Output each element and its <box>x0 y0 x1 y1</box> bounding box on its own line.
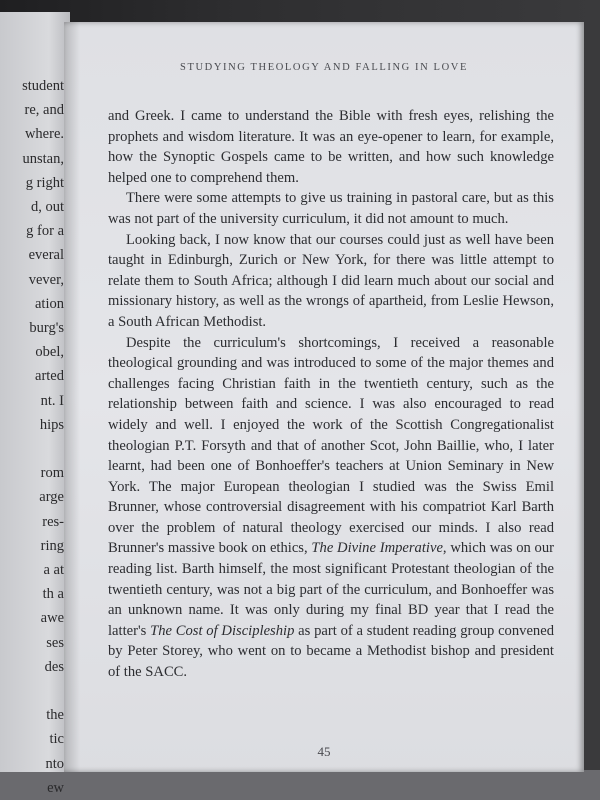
body-text <box>108 106 554 683</box>
paragraph-2: There were some attempts to give us training in pastoral care, but as this was not part of the university curriculum, it did not amount to much. <box>108 190 554 227</box>
running-head: STUDYING THEOLOGY AND FALLING IN LOVE <box>180 62 468 73</box>
left-page-line: ation <box>35 295 64 312</box>
left-page-line: th a <box>42 586 64 603</box>
paragraph-4-part-1: Despite the curriculum's shortcomings, I received a reasonable theological grounding and was introduced to some of the major themes and challenges facing Christian faith in the twentieth century, such as the relationship between faith and science. I was also encouraged to read widely and well. I enjoyed the work of the Scottish Congregationalist theologian P.T. Forsyth and that of another Scot, John Baillie, who, I later learnt, had been one of Bonhoeffer's teachers at Union Seminary in New York. The major European theologian I studied was the Swiss Emil Brunner, whose controversial disagreement with his compatriot Karl Barth over the problem of natural theology exercised our minds. I also read Brunner's massive book on ethics, <box>108 334 554 557</box>
left-page-line: student <box>22 78 64 94</box>
book-title-divine-imperative: The Divine Imperative <box>311 540 443 557</box>
paragraph-3: Looking back, I now know that our courses could just as well have been taught in Edinburgh, Zurich or New York, for there was little attempt to relate them to South Africa; although I did learn much about our social and missionary history, as well as the wrongs of apartheid, from Leslie Hewson, a South African Methodist. <box>108 231 554 330</box>
paragraph-1: and Greek. I came to understand the Bible with fresh eyes, relishing the prophets and wisdom literature. It was an eye-opener to learn, for example, how the Synoptic Gospels came to be written, and how such knowledge helped one to comprehend them. <box>108 108 554 186</box>
paragraph-4-part-3: as part of a student reading group convened by Peter Storey, who went on to became a Methodist bishop and president of the SACC. <box>108 622 554 681</box>
left-page-line: where. <box>24 126 64 143</box>
left-page-line: g right <box>25 174 64 191</box>
left-page-line: nto <box>45 755 64 772</box>
paragraph-4-part-2: , which was on our reading list. Barth himself, the most significant Protestant theologian of the twentieth century, was not a big part of the curriculum, and Bonhoeffer was an unknown name. It was only during my final BD year that I read the latter's <box>108 540 554 639</box>
paragraph-4 <box>108 333 554 683</box>
page-number: 45 <box>317 744 331 759</box>
left-page-line: tic <box>49 731 64 748</box>
left-page-line: g for a <box>26 223 64 240</box>
left-page-line: re, and <box>24 102 64 119</box>
left-page-line: arted <box>35 368 64 385</box>
left-page-line: unstan, <box>22 150 64 167</box>
left-page-line: arge <box>39 489 64 506</box>
right-page <box>64 22 584 772</box>
left-page-line: the <box>46 707 64 724</box>
left-page-line: awe <box>40 610 64 627</box>
left-page-line: res- <box>42 513 64 530</box>
left-page-line: obel, <box>35 344 64 361</box>
left-page-line: ses <box>46 634 64 651</box>
left-page <box>0 12 70 796</box>
left-page-line: d, out <box>30 199 64 216</box>
left-page-line: rom <box>40 465 64 482</box>
left-page-line: vever, <box>28 271 64 288</box>
left-page-line: a at <box>43 562 64 579</box>
left-page-text <box>0 74 64 800</box>
left-page-line: ring <box>40 537 64 554</box>
left-page-line: ew <box>47 779 64 796</box>
book-title-cost-of-discipleship: The Cost of Discipleship <box>150 622 295 639</box>
left-page-line: hips <box>39 416 64 433</box>
table-surface <box>0 770 600 800</box>
left-page-gap <box>0 437 64 461</box>
left-page-line: nt. I <box>40 392 64 409</box>
left-page-line: everal <box>28 247 64 264</box>
left-page-line: des <box>44 658 64 675</box>
left-page-gap <box>0 679 64 703</box>
left-page-line: burg's <box>29 320 64 337</box>
